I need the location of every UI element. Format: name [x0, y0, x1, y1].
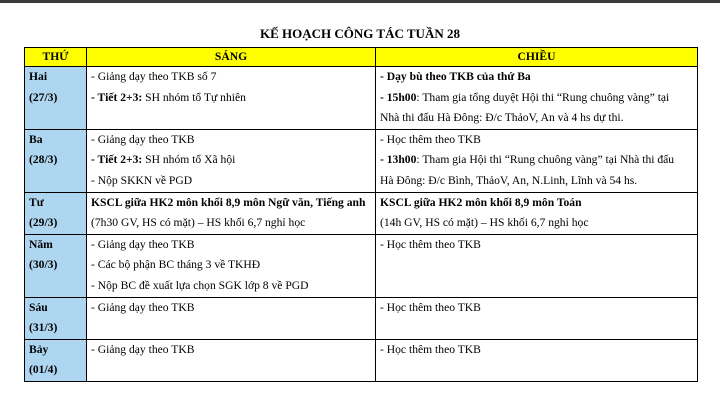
header-day: THỨ [25, 48, 87, 67]
header-afternoon: CHIỀU [376, 48, 698, 67]
task-text: Nhà thi đấu Hà Đông: Đ/c ThảoV, An và 4 hs dự thi. [380, 111, 624, 125]
task-line [91, 67, 375, 88]
task-text: : Tham gia Hội thi “Rung chuông vàng” tại Nhà thi đấu [416, 153, 675, 167]
task-text: Hà Đông: Đ/c Bình, ThảoV, An, N.Linh, Lĩnh và 54 hs. [380, 173, 638, 187]
task-text: - Giảng dạy theo TKB [91, 342, 195, 356]
task-text: : Tham gia tổng duyệt Hội thi “Rung chuông vàng” tại [416, 90, 670, 104]
afternoon-cell [376, 129, 698, 192]
schedule-table [24, 47, 698, 382]
task-emphasis: - 15h00 [380, 90, 417, 104]
day-date: (29/3) [29, 216, 58, 230]
task-line [380, 235, 697, 256]
task-emphasis: KSCL giữa HK2 môn khối 8,9 môn Ngữ văn, Tiếng anh [91, 195, 366, 209]
task-line [91, 255, 375, 276]
day-cell [25, 339, 87, 381]
task-line [91, 88, 375, 109]
day-name: Bảy [29, 342, 49, 356]
day-date: (27/3) [29, 90, 58, 104]
task-text: - Học thêm theo TKB [380, 132, 481, 146]
task-line [91, 130, 375, 151]
task-line [91, 235, 375, 256]
task-line [380, 213, 697, 234]
morning-cell [87, 339, 376, 381]
task-text: (7h30 GV, HS có mặt) – HS khối 6,7 nghỉ học [91, 216, 306, 230]
page-title: KẾ HOẠCH CÔNG TÁC TUẦN 28 [260, 26, 460, 41]
task-emphasis: - 13h00 [380, 153, 417, 167]
task-emphasis: - Tiết 2+3: [91, 153, 143, 167]
top-border [0, 0, 720, 3]
afternoon-cell [376, 192, 698, 234]
day-name: Hai [29, 70, 48, 83]
task-text: - Học thêm theo TKB [380, 342, 481, 356]
task-line [91, 298, 375, 319]
morning-cell [87, 234, 376, 297]
afternoon-cell [376, 297, 698, 339]
table-row [25, 234, 698, 297]
day-date: (01/4) [29, 363, 58, 377]
task-line [380, 298, 697, 319]
task-text: SH nhóm tổ Tự nhiên [142, 90, 246, 104]
task-emphasis: - Dạy bù theo TKB của thứ Ba [380, 70, 531, 83]
task-text: (14h GV, HS có mặt) – HS khối 6,7 nghỉ học [380, 216, 589, 230]
task-text: - Giảng dạy theo TKB số 7 [91, 70, 217, 83]
task-emphasis: KSCL giữa HK2 môn khối 8,9 môn Toán [380, 195, 582, 209]
morning-cell [87, 192, 376, 234]
task-line [91, 340, 375, 361]
task-text: - Giảng dạy theo TKB [91, 237, 195, 251]
task-text: - Giảng dạy theo TKB [91, 300, 195, 314]
task-line [91, 171, 375, 192]
task-line [91, 150, 375, 171]
table-row [25, 67, 698, 130]
day-cell [25, 129, 87, 192]
morning-cell [87, 129, 376, 192]
task-text: SH nhóm tổ Xã hội [142, 153, 236, 167]
table-row [25, 192, 698, 234]
day-cell [25, 234, 87, 297]
task-emphasis: - Tiết 2+3: [91, 90, 143, 104]
day-cell [25, 297, 87, 339]
header-morning: SÁNG [87, 48, 376, 67]
task-text: - Học thêm theo TKB [380, 300, 481, 314]
afternoon-cell [376, 339, 698, 381]
afternoon-cell [376, 67, 698, 130]
task-text: - Nộp BC đề xuất lựa chọn SGK lớp 8 về PGD [91, 278, 309, 292]
table-row [25, 297, 698, 339]
task-line [91, 193, 375, 214]
day-date: (31/3) [29, 321, 58, 335]
day-date: (30/3) [29, 258, 58, 272]
task-text: - Các bộ phận BC tháng 3 về TKHĐ [91, 258, 261, 272]
task-text: - Giảng dạy theo TKB [91, 132, 195, 146]
day-date: (28/3) [29, 153, 58, 167]
task-line [380, 340, 697, 361]
morning-cell [87, 297, 376, 339]
header-row [25, 48, 698, 67]
day-cell [25, 192, 87, 234]
task-text: - Học thêm theo TKB [380, 237, 481, 251]
afternoon-cell [376, 234, 698, 297]
task-line [380, 193, 697, 214]
table-row [25, 129, 698, 192]
task-line [380, 171, 697, 192]
day-cell [25, 67, 87, 130]
day-name: Tư [29, 195, 44, 209]
task-line [380, 67, 697, 88]
task-line [91, 213, 375, 234]
table-row [25, 339, 698, 381]
day-name: Năm [29, 237, 53, 251]
day-name: Ba [29, 132, 43, 146]
task-line [380, 130, 697, 151]
morning-cell [87, 67, 376, 130]
day-name: Sáu [29, 300, 48, 314]
task-line [380, 108, 697, 129]
task-line [380, 88, 697, 109]
task-text: - Nộp SKKN về PGD [91, 173, 193, 187]
task-line [91, 276, 375, 297]
task-line [380, 150, 697, 171]
